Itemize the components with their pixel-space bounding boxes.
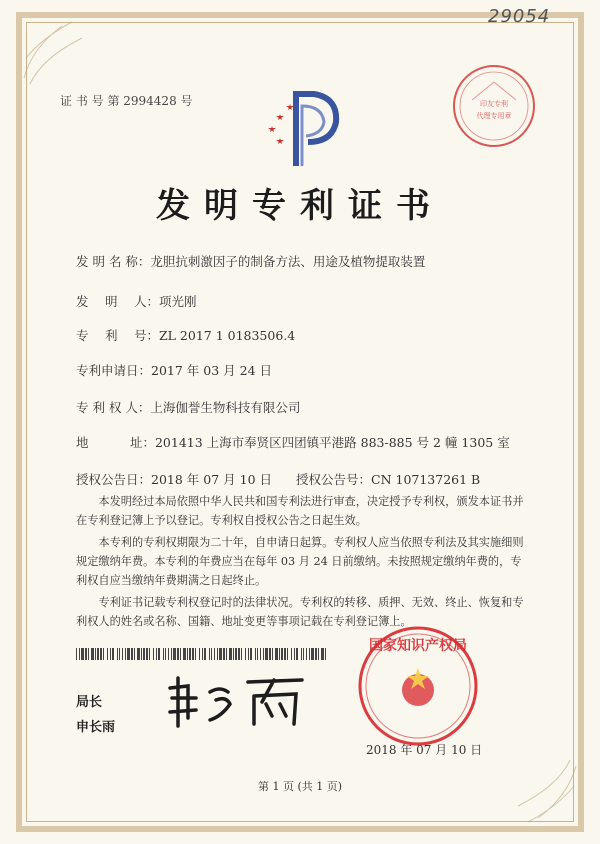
barcode bbox=[76, 648, 328, 660]
inventor-label: 发 明 人： bbox=[76, 294, 159, 309]
patent-number-label: 专 利 号： bbox=[76, 328, 159, 343]
field-patentee bbox=[76, 398, 300, 416]
page-number: 第 1 页 (共 1 页) bbox=[257, 780, 343, 793]
field-grant-number bbox=[296, 470, 480, 488]
certificate-title: 发明专利证书 bbox=[156, 186, 444, 226]
grant-date-value: 2018 年 07 月 10 日 bbox=[151, 472, 273, 487]
filing-date-value: 2017 年 03 月 24 日 bbox=[151, 363, 273, 378]
address-label: 地 址： bbox=[76, 435, 155, 450]
address-value: 201413 上海市奉贤区四团镇平港路 883-885 号 2 幢 1305 室 bbox=[154, 435, 510, 450]
patent-office-logo-icon bbox=[256, 80, 348, 168]
certificate-number: 证 书 号 第 2994428 号 bbox=[60, 94, 193, 108]
grant-number-label: 授权公告号： bbox=[296, 472, 372, 487]
body-paragraph: 本专利的专利权期限为二十年，自申请日起算。专利权人应当依照专利法及其实施细则规定缴纳年费。本专利的年费应当在每年 03 月 24 日前缴纳。未按照规定缴纳年费的，专利权自应当缴纳年费期满之日起终止。 bbox=[76, 536, 524, 587]
handwritten-number: 29054 bbox=[488, 6, 551, 27]
invention-name-label: 发 明 名 称： bbox=[76, 254, 151, 269]
seal-date: 2018 年 07 月 10 日 bbox=[366, 743, 483, 757]
svg-text:印友专利: 印友专利 bbox=[480, 100, 508, 108]
director-name: 申长雨 bbox=[76, 720, 116, 735]
inventor-value: 项光刚 bbox=[158, 294, 197, 309]
patent-number-value: ZL 2017 1 0183506.4 bbox=[158, 328, 296, 343]
svg-text:国家知识产权局: 国家知识产权局 bbox=[369, 638, 467, 654]
body-paragraph: 专利证书记载专利权登记时的法律状况。专利权的转移、质押、无效、终止、恢复和专利权人的姓名或名称、国籍、地址变更等事项记载在专利登记簿上。 bbox=[76, 596, 524, 628]
patentee-value: 上海伽誉生物科技有限公司 bbox=[150, 400, 301, 415]
field-invention-name bbox=[76, 252, 425, 270]
body-paragraph: 本发明经过本局依照中华人民共和国专利法进行审查，决定授予专利权，颁发本证书并在专利登记簿上予以登记。专利权自授权公告之日起生效。 bbox=[76, 495, 524, 527]
corner-ornament-top-left bbox=[22, 18, 92, 88]
certificate-body bbox=[76, 492, 526, 634]
grant-date-label: 授权公告日： bbox=[76, 472, 152, 487]
field-patent-number bbox=[76, 326, 295, 344]
field-grant-date bbox=[76, 470, 272, 488]
director-signature bbox=[162, 668, 312, 730]
agent-seal-stamp bbox=[448, 60, 540, 152]
field-inventor bbox=[76, 292, 196, 310]
field-address bbox=[76, 433, 510, 451]
grant-number-value: CN 107137261 B bbox=[371, 472, 481, 487]
patentee-label: 专 利 权 人： bbox=[76, 400, 151, 415]
field-filing-date bbox=[76, 361, 272, 379]
office-seal-stamp bbox=[354, 622, 482, 750]
filing-date-label: 专利申请日： bbox=[76, 363, 152, 378]
invention-name-value: 龙胆抗刺激因子的制备方法、用途及植物提取装置 bbox=[150, 254, 426, 269]
director-title: 局长 bbox=[76, 695, 103, 710]
svg-text:代理专用章: 代理专用章 bbox=[476, 112, 512, 120]
